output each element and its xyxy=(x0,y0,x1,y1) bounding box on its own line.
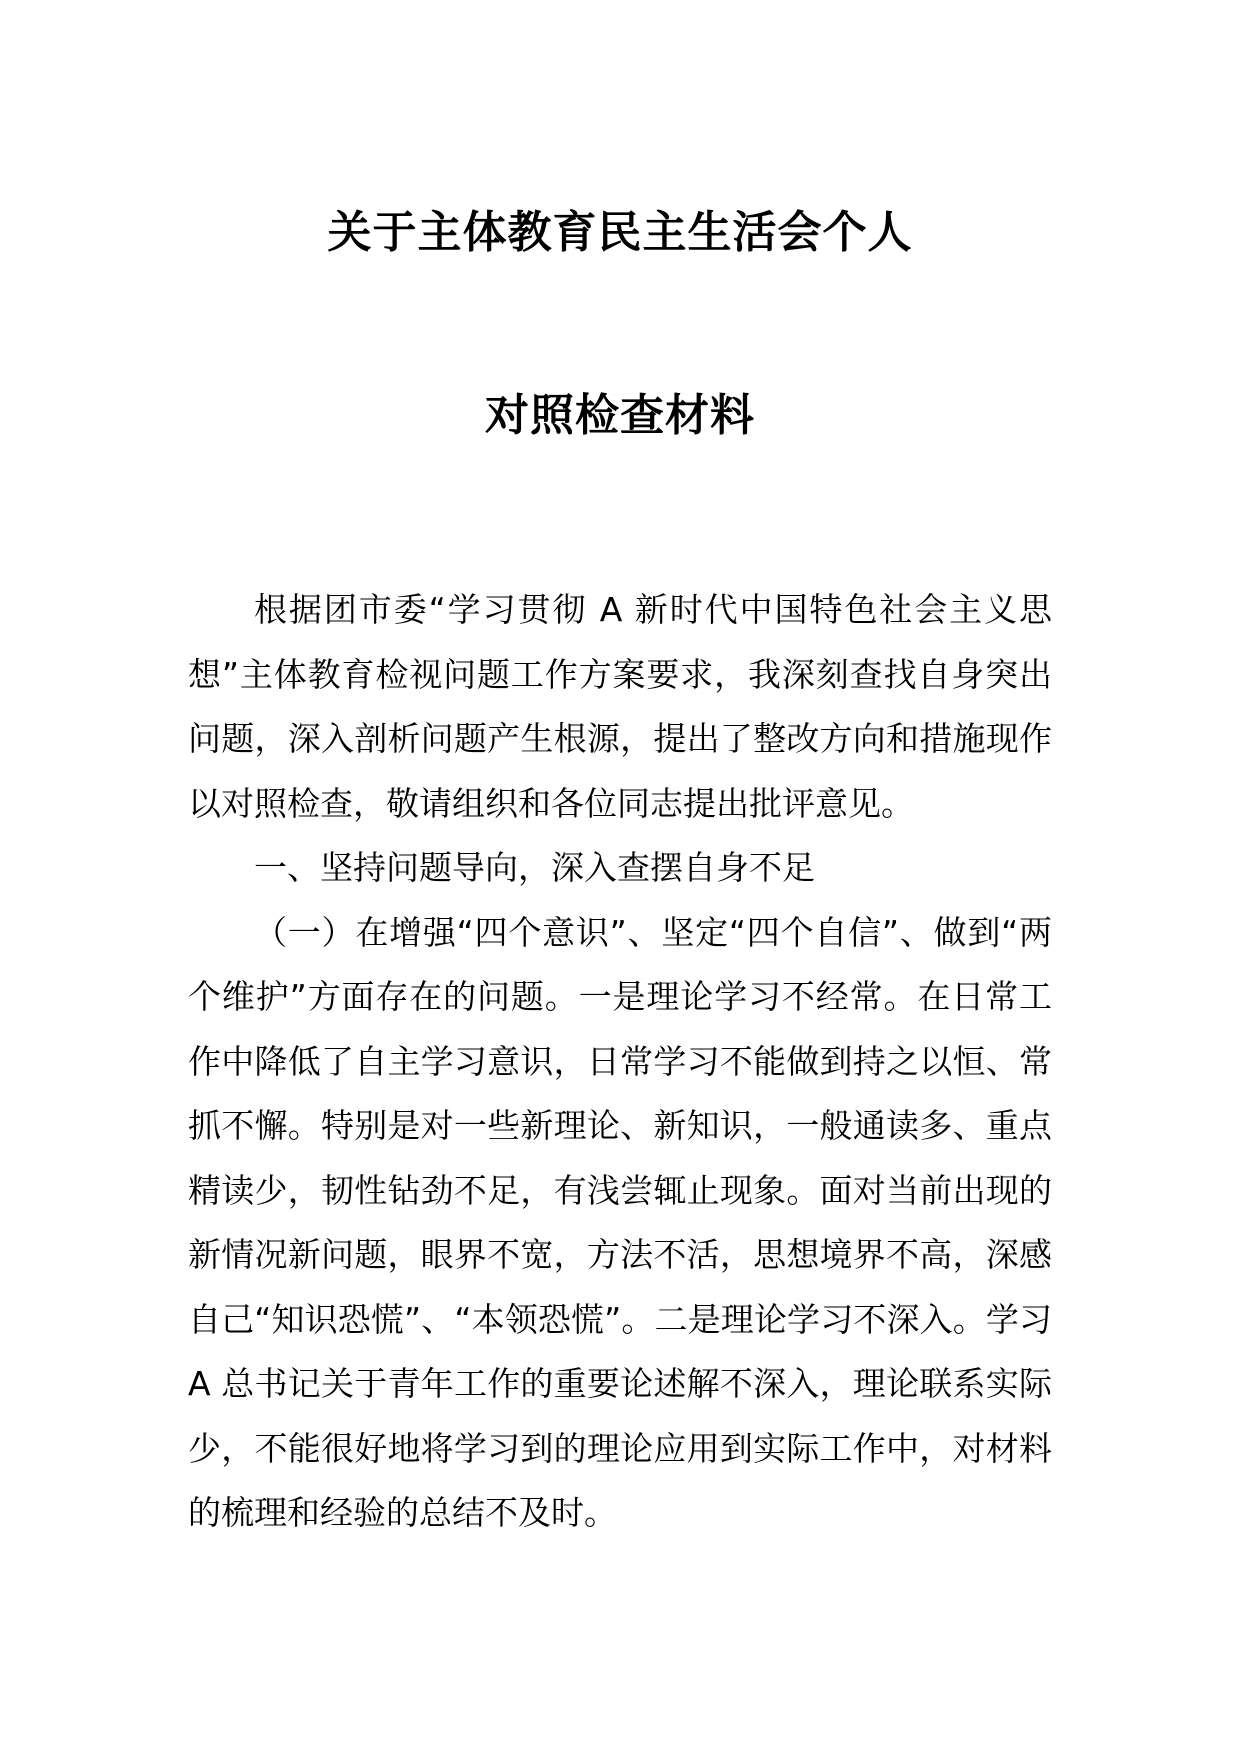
section-heading-1: 一、坚持问题导向，深入查摆自身不足 xyxy=(254,848,815,887)
document-title-line-2: 对照检查材料 xyxy=(485,390,755,441)
paragraph-intro: 根据团市委“学习贯彻 A 新时代中国特色社会主义思想”主体教育检视问题工作方案要求，我深刻查找自身突出问题，深入剖析问题产生根源，提出了整改方向和措施现作以对照检查，敬请组织和各位同志提出批评意见。 xyxy=(188,590,1052,823)
document-title-line-1: 关于主体教育民主生活会个人 xyxy=(327,207,913,258)
document-body xyxy=(188,578,1052,1546)
paragraph-subsection-1: （一）在增强“四个意识”、坚定“四个自信”、做到“两个维护”方面存在的问题。一是理论学习不经常。在日常工作中降低了自主学习意识，日常学习不能做到持之以恒、常抓不懈。特别是对一些新理论、新知识，一般通读多、重点精读少，韧性钻劲不足，有浅尝辄止现象。面对当前出现的新情况新问题，眼界不宽，方法不活，思想境界不高，深感自己“知识恐慌”、“本领恐慌”。二是理论学习不深入。学习 A 总书记关于青年工作的重要论述解不深入，理论联系实际少，不能很好地将学习到的理论应用到实际工作中，对材料的梳理和经验的总结不及时。 xyxy=(188,912,1052,1532)
